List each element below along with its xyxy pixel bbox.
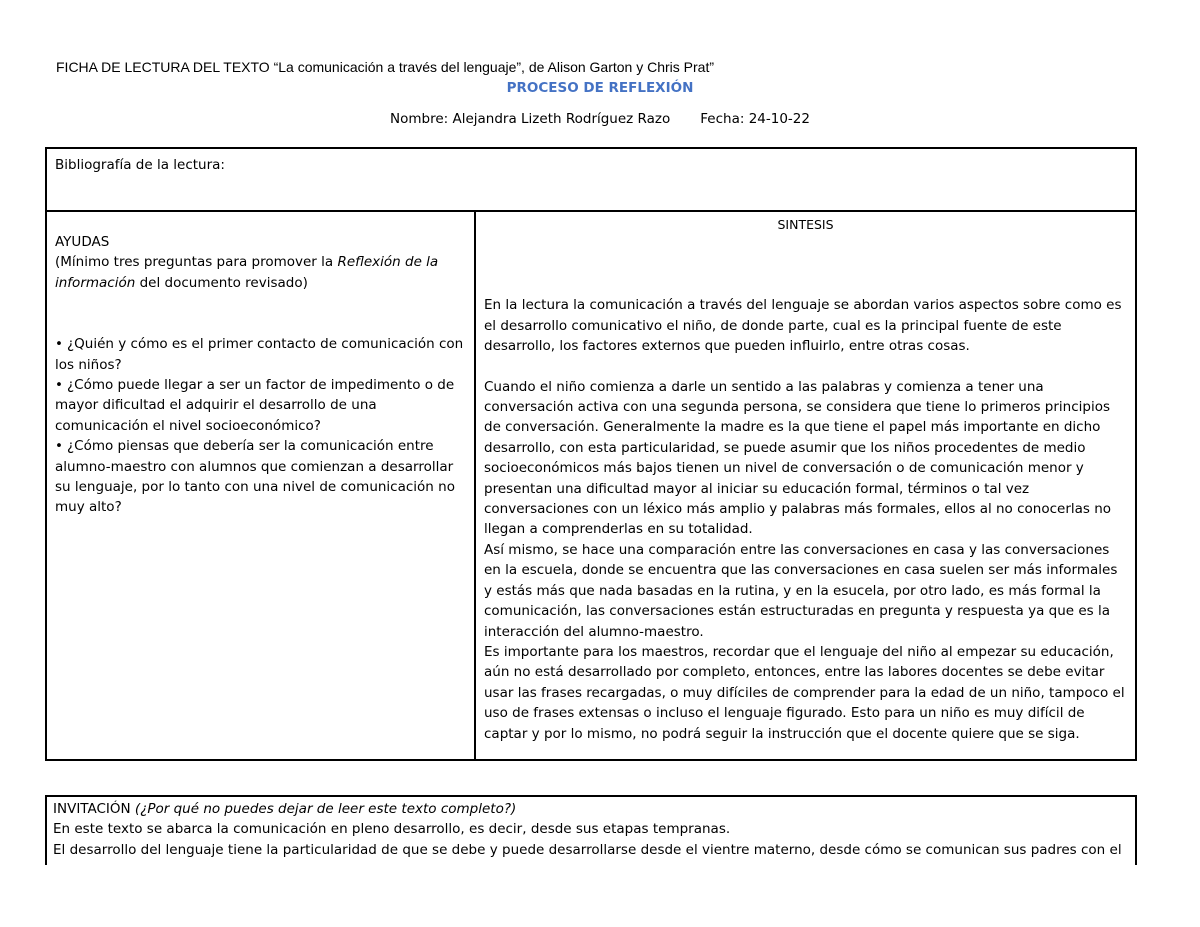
sintesis-paragraph: Así mismo, se hace una comparación entre las conversaciones en casa y las conversaciones en la escuela, donde se encuentra que las conversaciones en casa suelen ser más informales y estás más que nada basadas en la rutina, y en la esucela, por otro lado, es más formal la comunicación, las conversaciones están estructuradas en pregunta y respuesta ya que es la interacción del alumno-maestro. [484, 541, 1118, 640]
bullet-icon: • [55, 336, 63, 353]
ayudas-instruction [55, 252, 466, 293]
ayudas-cell [47, 212, 476, 759]
invitacion-label: INVITACIÓN [53, 801, 135, 817]
sintesis-paragraph: Es importante para los maestros, recordar que el lenguaje del niño al empezar su educación, aún no está desarrollado por completo, entonces, entre las labores docentes se debe evitar usar las frases recargadas, o muy difíciles de comprender para la edad de un niño, tampoco el uso de frases extensas o incluso el lenguaje figurado. Esto para un niño es muy difícil de captar y por lo mismo, no podrá seguir la instrucción que el docente quiere que se siga. [484, 643, 1125, 742]
question-item [55, 436, 466, 518]
section-subtitle: PROCESO DE REFLEXIÓN [506, 80, 694, 96]
question-item [55, 375, 466, 436]
document-title: FICHA DE LECTURA DEL TEXTO “La comunicación a través del lenguaje”, de Alison Garton y Chris Prat” [56, 59, 715, 75]
question-item [55, 334, 466, 375]
bullet-icon: • [55, 377, 63, 394]
ayudas-title: AYUDAS [55, 234, 110, 250]
sintesis-cell [476, 212, 1135, 759]
bullet-icon: • [55, 438, 63, 455]
invitacion-line: El desarrollo del lenguaje tiene la particularidad de que se debe y puede desarrollarse desde el vientre materno, desde cómo se comunican sus padres con el [53, 841, 1122, 858]
instruction-text-end: del documento revisado) [135, 274, 308, 291]
invitacion-line: En este texto se abarca la comunicación en pleno desarrollo, es decir, desde sus etapas tempranas. [53, 821, 731, 838]
date-label: Fecha: 24-10-22 [700, 111, 810, 127]
sintesis-paragraph: En la lectura la comunicación a través del lenguaje se abordan varios aspectos sobre como es el desarrollo comunicativo el niño, de donde parte, cual es la principal fuente de este desarrollo, los factores externos que pueden influirlo, entre otras cosas. [484, 297, 1122, 355]
sintesis-title: SINTESIS [777, 217, 834, 232]
name-date-line [390, 109, 1090, 129]
reading-table [45, 147, 1137, 761]
question-text: ¿Quién y cómo es el primer contacto de comunicación con los niños? [55, 336, 464, 373]
bibliography-cell [47, 149, 1135, 212]
invitacion-question: (¿Por qué no puedes dejar de leer este texto completo?) [134, 801, 517, 817]
student-name: Nombre: Alejandra Lizeth Rodríguez Razo [390, 111, 671, 127]
sintesis-paragraph: Cuando el niño comienza a darle un sentido a las palabras y comienza a tener una conversación activa con una segunda persona, se considera que tiene lo primeros principios de conversación. Generalmente la madre es la que tiene el papel más importante en dicho desarrollo, con esta particularidad, se puede asumir que los niños procedentes de medio socioeconómicos más bajos tienen un nivel de conversación o de comunicación menor y presentan una dificultad mayor al iniciar su educación formal, términos o tal vez conversaciones con un léxico más amplio y palabras más formales, ellos al no conocerlas no llegan a comprenderlas en su totalidad. [484, 378, 1112, 538]
instruction-italic: Reflexión de la información [55, 254, 439, 291]
bibliography-label: Bibliografía de la lectura: [55, 157, 225, 173]
question-text: ¿Cómo puede llegar a ser un factor de impedimento o de mayor dificultad el adquirir el desarrollo de una comunicación el nivel socioeconómico? [55, 377, 455, 434]
instruction-text: (Mínimo tres preguntas para promover la [55, 254, 338, 271]
invitacion-cell [45, 795, 1137, 865]
invitacion-heading [53, 799, 1129, 819]
question-text: ¿Cómo piensas que debería ser la comunicación entre alumno-maestro con alumnos que comienzan a desarrollar su lenguaje, por lo tanto con una nivel de comunicación no muy alto? [55, 438, 455, 516]
